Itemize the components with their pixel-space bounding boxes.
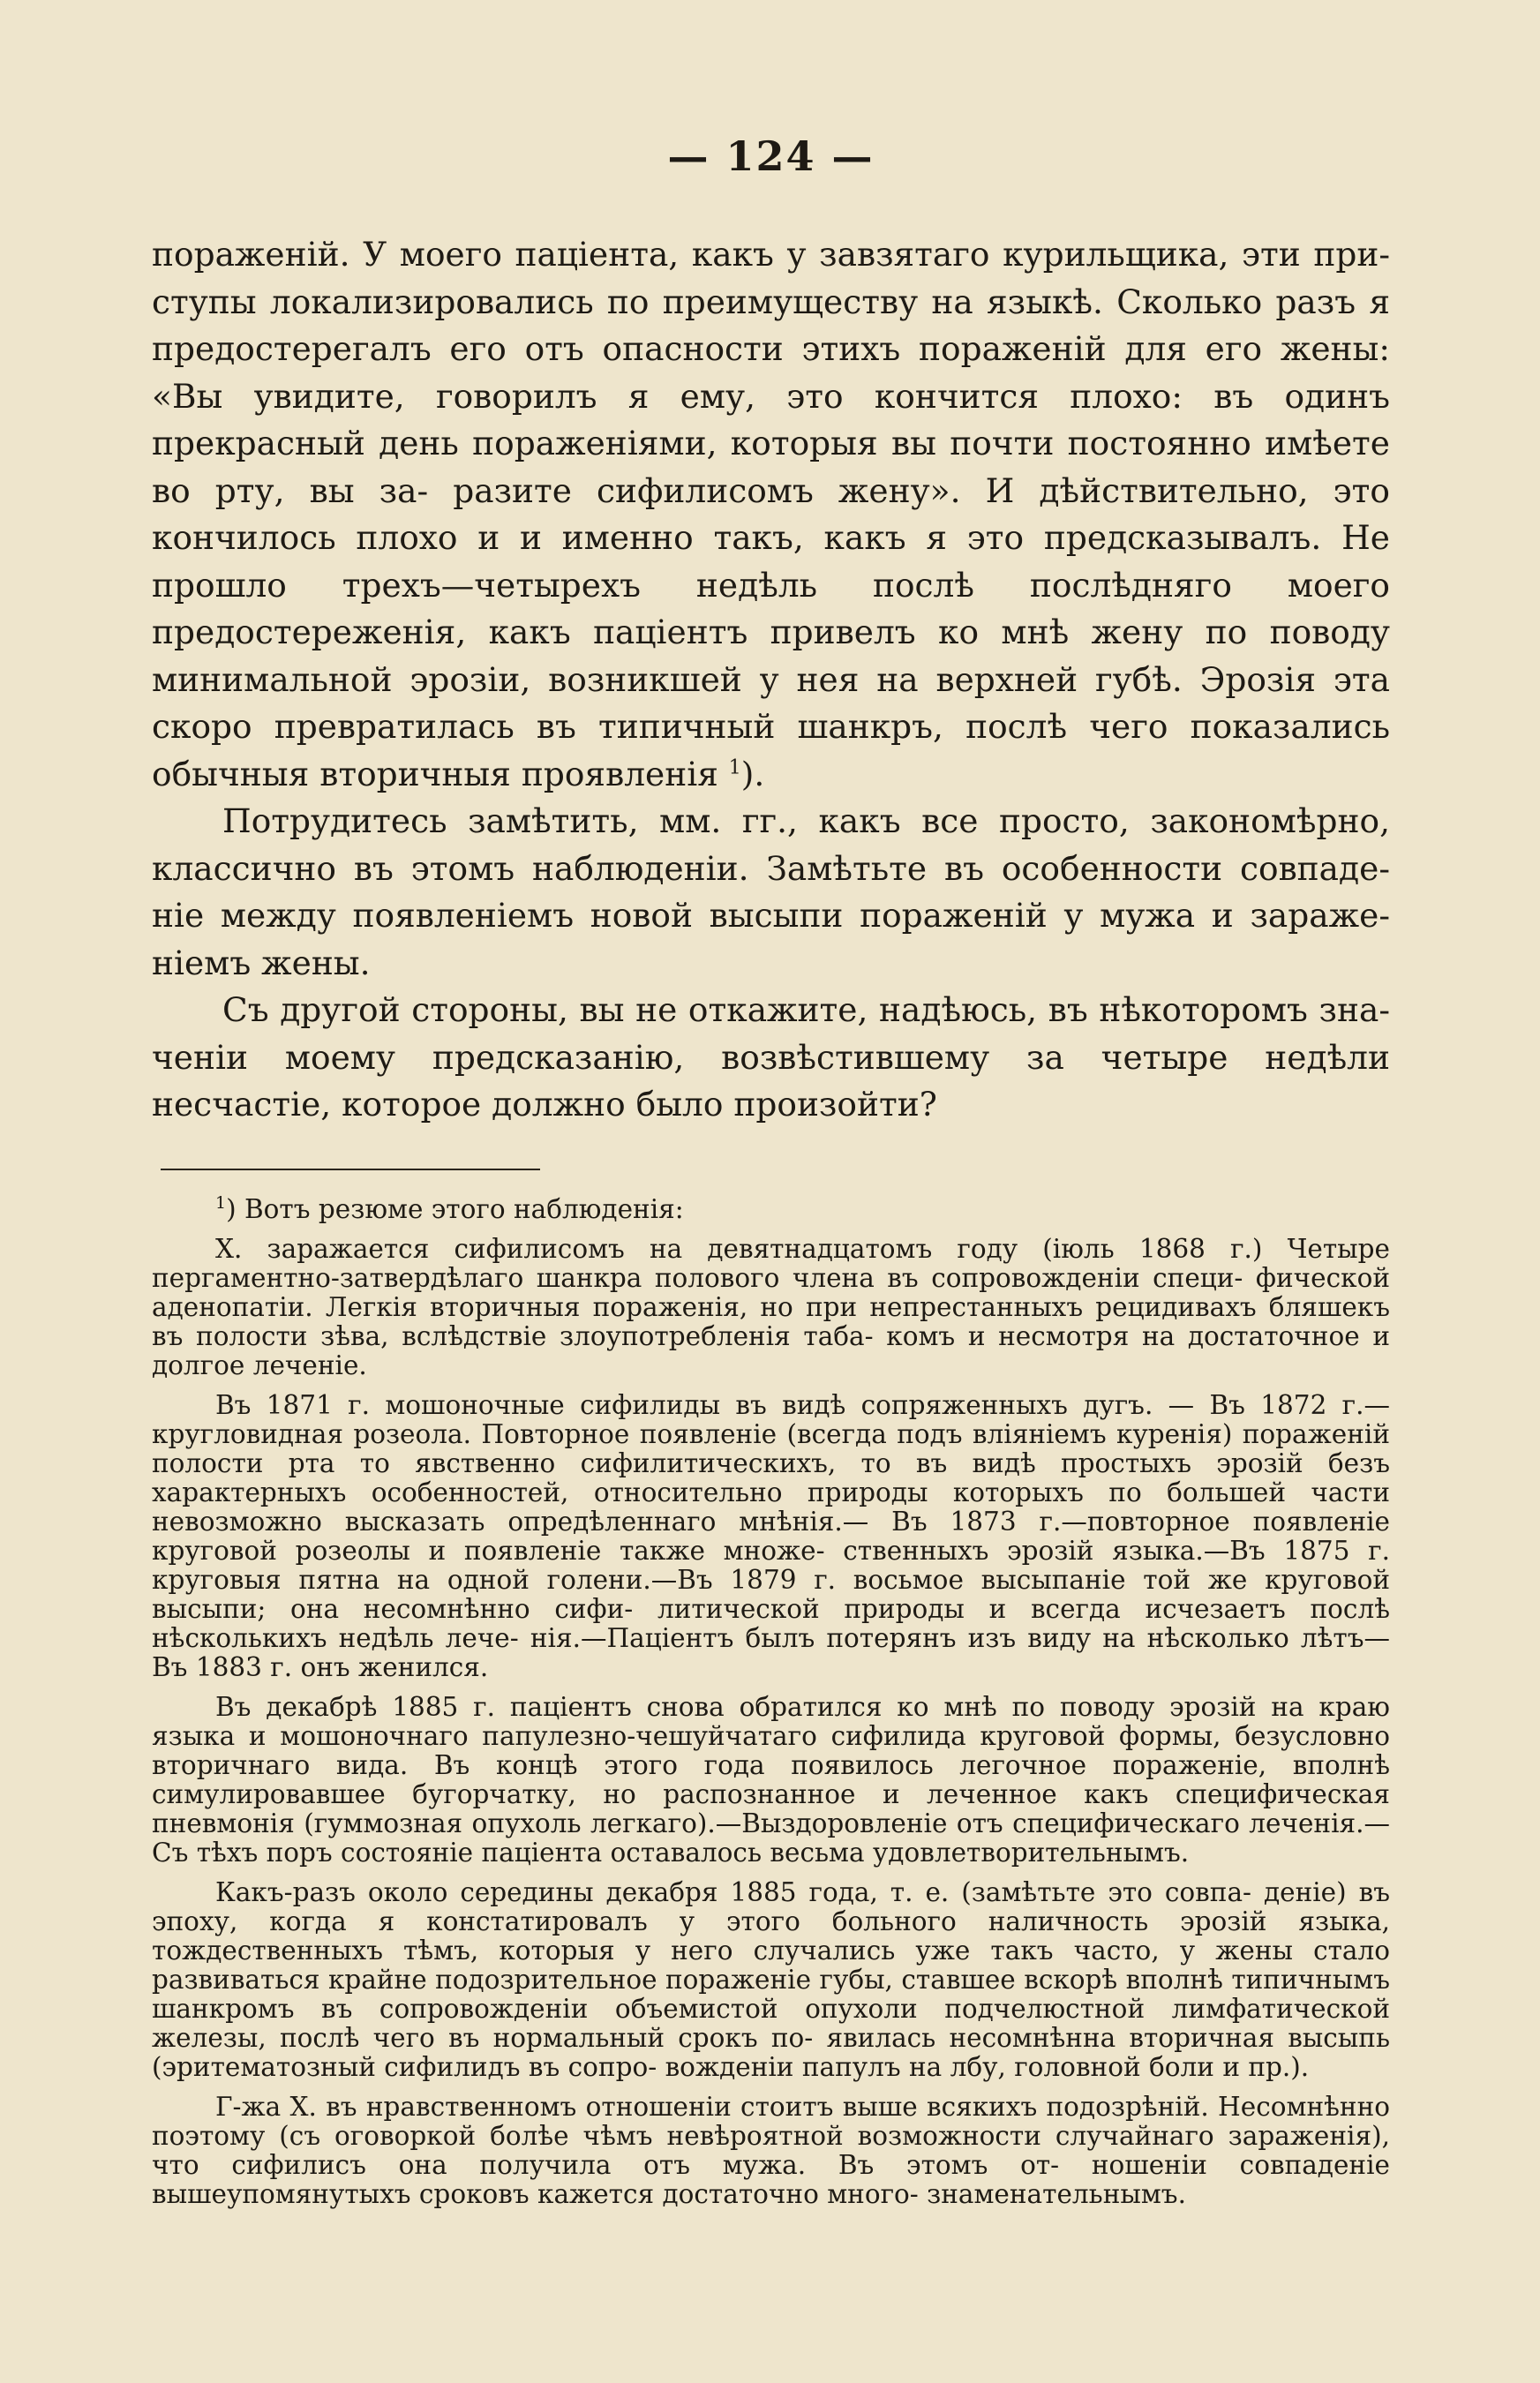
footnote-paragraph-1: X. заражается сифилисомъ на девятнадцатомъ году (іюль 1868 г.) Четыре пергаментно-затвердѣлаго шанкра полового члена въ сопровожденіи специ- фической аденопатіи. Легкія вторичныя пораженія, но при непрестанныхъ рецидивахъ бляшекъ въ полости зѣва, вслѣдствіе злоупотребленія таба- комъ и несмотря на достаточное и долгое леченіе.	[152, 1233, 1390, 1380]
main-paragraph-1	[152, 231, 1390, 798]
main-paragraph-3: Съ другой стороны, вы не откажите, надѣюсь, въ нѣкоторомъ зна- ченіи моему предсказанію, возвѣстившему за четыре недѣли несчастіе, которое должно было произойти?	[152, 990, 1390, 1124]
footnote-paragraph-4: Какъ-разъ около середины декабря 1885 года, т. е. (замѣтьте это совпа- деніе) въ эпоху, когда я констатировалъ у этого больного наличность эрозій языка, тождественныхъ тѣмъ, которыя у него случались уже такъ часто, у жены стало развиваться крайне подозрительное пораженіе губы, ставшее вскорѣ вполнѣ типичнымъ шанкромъ въ сопровожденіи объемистой опухоли подчелюстной лимфатической железы, послѣ чего въ нормальный срокъ по- явилась несомнѣнна вторичная высыпь (эритематозный сифилидъ въ сопро- вожденіи папулъ на лбу, головной боли и пр.).	[152, 1876, 1390, 2082]
footnote-paragraph-2: Въ 1871 г. мошоночные сифилиды въ видѣ сопряженныхъ дугъ. — Въ 1872 г.—кругловидная розеола. Повторное появленіе (всегда подъ вліяніемъ куренія) пораженій полости рта то явственно сифилитическихъ, то въ видѣ простыхъ эрозій безъ характерныхъ особенностей, относительно природы которыхъ по большей части невозможно высказать опредѣленнаго мнѣнія.— Въ 1873 г.—повторное появленіе круговой розеолы и появленіе также множе- ственныхъ эрозій языка.—Въ 1875 г. круговыя пятна на одной голени.—Въ 1879 г. восьмое высыпаніе той же круговой высыпи; она несомнѣнно сифи- литической природы и всегда исчезаетъ послѣ нѣсколькихъ недѣль лече- нія.—Паціентъ былъ потерянъ изъ виду на нѣсколько лѣтъ—Въ 1883 г. онъ женился.	[152, 1389, 1390, 1682]
footnotes	[152, 1192, 1390, 2209]
page-number: — 124 —	[667, 132, 875, 180]
footnote-heading	[152, 1192, 1390, 1224]
main-text	[152, 231, 1390, 1129]
footnote-paragraph-3: Въ декабрѣ 1885 г. паціентъ снова обратился ко мнѣ по поводу эрозій на краю языка и мошоночнаго папулезно-чешуйчатаго сифилида круговой формы, безусловно вторичнаго вида. Въ концѣ этого года появилось легочное пораженіе, вполнѣ симулировавшее бугорчатку, но распознанное и леченное какъ специфическая пневмонія (гуммозная опухоль легкаго).—Выздоровленіе отъ специфическаго леченія.—Съ тѣхъ поръ состояніе паціента оставалось весьма удовлетворительнымъ.	[152, 1691, 1390, 1868]
main-paragraph-2: Потрудитесь замѣтить, мм. гг., какъ все просто, закономѣрно, классично въ этомъ наблюденіи. Замѣтьте въ особенности совпаде- ніе между появленіемъ новой высыпи пораженій у мужа и зараже- ніемъ жены.	[152, 801, 1390, 982]
footnote-paragraph-5: Г-жа X. въ нравственномъ отношеніи стоитъ выше всякихъ подозрѣній. Несомнѣнно поэтому (съ оговоркой болѣе чѣмъ невѣроятной возможности случайнаго зараженія), что сифилисъ она получила отъ мужа. Въ этомъ от- ношеніи совпаденіе вышеупомянутыхъ сроковъ кажется достаточно много- знаменательнымъ.	[152, 2091, 1390, 2209]
footnote-heading-text: Вотъ резюме этого наблюденія:	[236, 1193, 684, 1224]
footnote-divider	[161, 1169, 540, 1170]
main-paragraph-1-end: ).	[740, 754, 765, 793]
footnote-mark: 1	[215, 1192, 227, 1213]
footnote-mark-close: )	[226, 1193, 237, 1224]
footnote-reference: 1	[728, 756, 741, 778]
main-paragraph-1-text: пораженій. У моего паціента, какъ у завзятаго курильщика, эти при- ступы локализировались по преимуществу на языкѣ. Сколько разъ я предостерегалъ его отъ опасности этихъ пораженій для его жены: «Вы увидите, говорилъ я ему, это кончится плохо: въ одинъ прекрасный день пораженіями, которыя вы почти постоянно имѣете во рту, вы за- разите сифилисомъ жену». И дѣйствительно, это кончилось плохо и и именно такъ, какъ я это предсказывалъ. Не прошло трехъ—четырехъ недѣль послѣ послѣдняго моего предостереженія, какъ паціентъ привелъ ко мнѣ жену по поводу минимальной эрозіи, возникшей у нея на верхней губѣ. Эрозія эта скоро превратилась въ типичный шанкръ, послѣ чего показались обычныя вторичныя проявленія	[152, 235, 1390, 793]
